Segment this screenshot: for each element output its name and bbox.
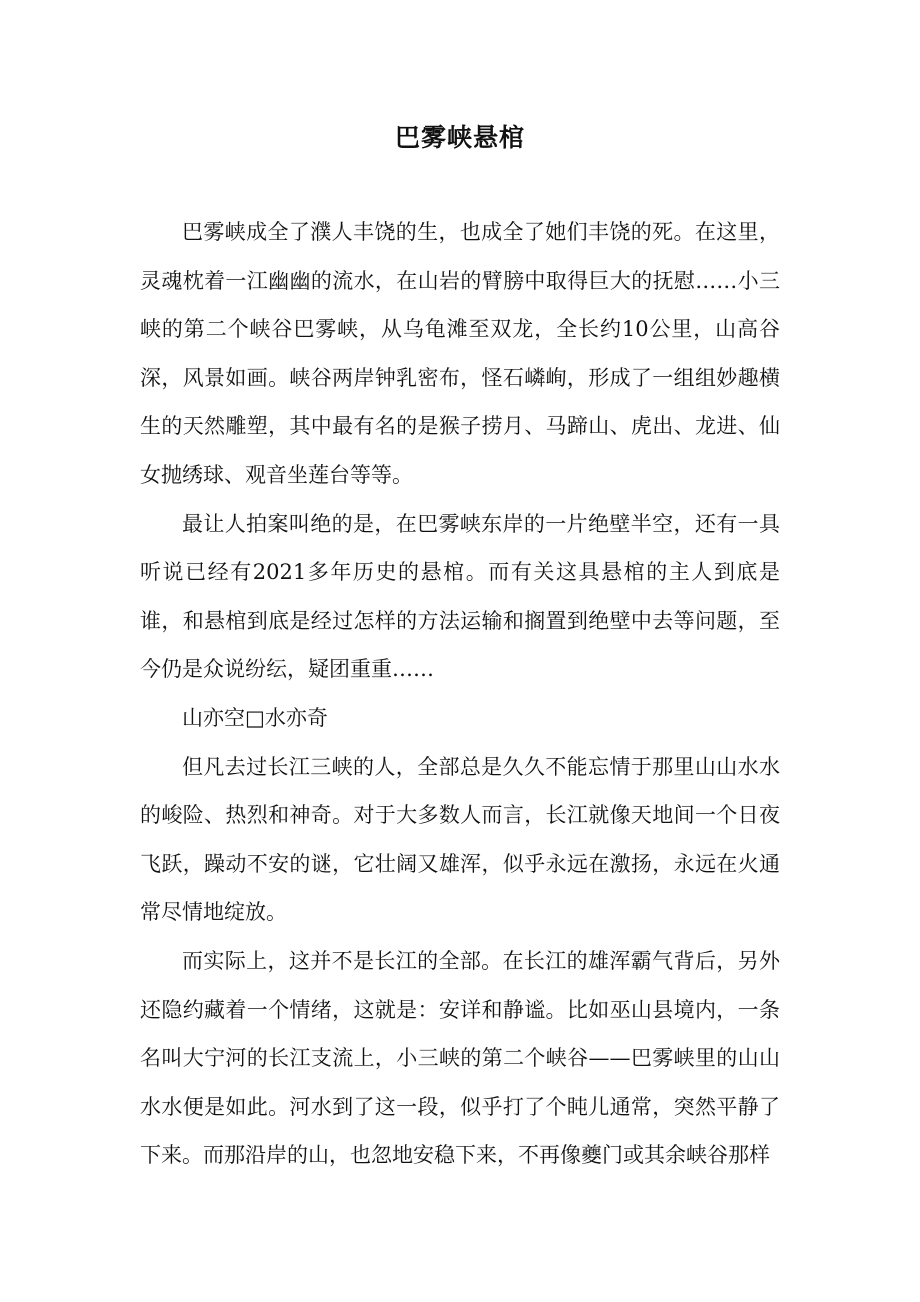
paragraph-2: 最让人拍案叫绝的是，在巴雾峡东岸的一片绝壁半空，还有一具听说已经有2021多年历史的悬棺。而有关这具悬棺的主人到底是谁，和悬棺到底是经过怎样的方法运输和搁置到绝壁中去等问题，至今仍是众说纷纭，疑团重重…… <box>140 511 780 682</box>
paragraph-1: 巴雾峡成全了濮人丰饶的生，也成全了她们丰饶的死。在这里，灵魂枕着一江幽幽的流水，在山岩的臂膀中取得巨大的抚慰……小三峡的第二个峡谷巴雾峡，从乌龟滩至双龙，全长约10公里，山高谷深，风景如画。峡谷两岸钟乳密布，怪石嶙峋，形成了一组组妙趣横生的天然雕塑，其中最有名的是猴子捞月、马蹄山、虎出、龙进、仙女抛绣球、观音坐莲台等等。 <box>140 220 780 487</box>
paragraph-4: 而实际上，这并不是长江的全部。在长江的雄浑霸气背后，另外还隐约藏着一个情绪，这就是：安详和静谧。比如巫山县境内，一条名叫大宁河的长江支流上，小三峡的第二个峡谷——巴雾峡里的山山水水便是如此。河水到了这一段，似乎打了个盹儿通常，突然平静了下来。而那沿岸的山，也忽地安稳下来，不再像夔门或其余峡谷那样 <box>140 948 780 1168</box>
paragraph-3: 但凡去过长江三峡的人，全部总是久久不能忘情于那里山山水水的峻险、热烈和神奇。对于大多数人而言，长江就像天地间一个日夜飞跃，躁动不安的谜，它壮阔又雄浑，似乎永远在激扬，永远在火通常尽情地绽放。 <box>140 754 780 925</box>
section-subheading: 山亦空□水亦奇 <box>182 705 328 730</box>
document-title: 巴雾峡悬棺 <box>394 123 525 152</box>
document-body <box>140 208 780 1180</box>
